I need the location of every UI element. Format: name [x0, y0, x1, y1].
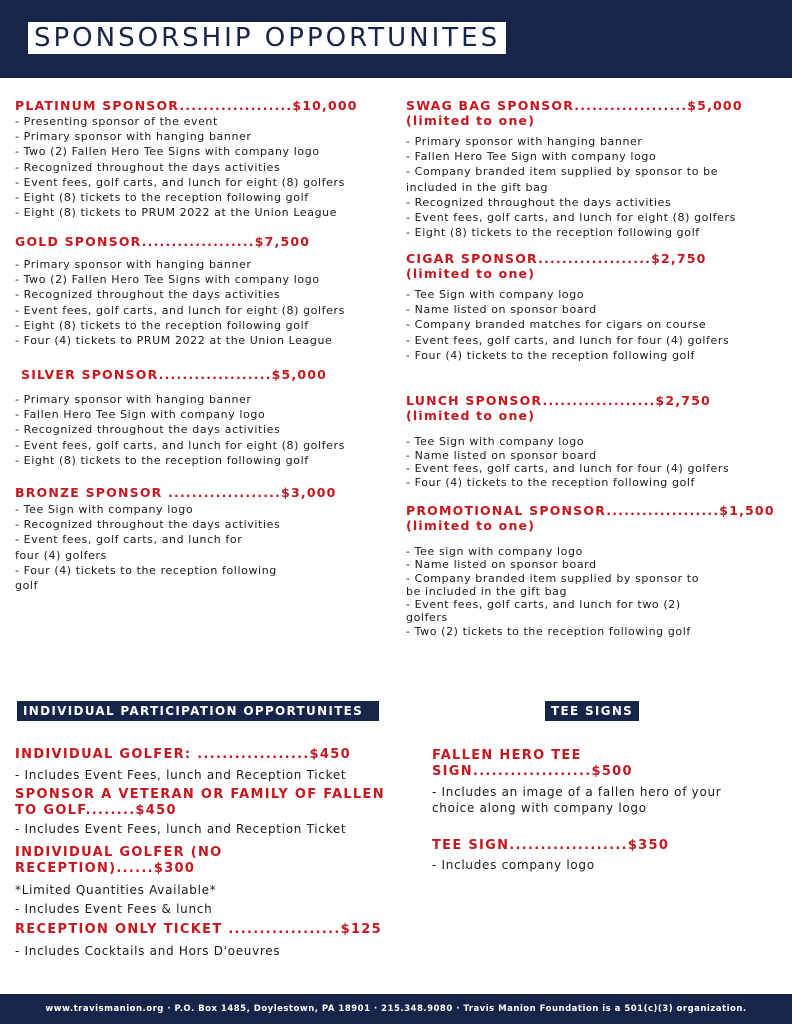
list-item: - Four (4) tickets to PRUM 2022 at the Union League	[15, 334, 333, 348]
list-item: - Name listed on sponsor board	[406, 558, 597, 572]
list-item: - Primary sponsor with hanging banner	[15, 393, 252, 406]
reception-only-entry	[15, 922, 405, 959]
swag-bag-sponsor-section	[406, 99, 786, 240]
list-item: - Company branded item supplied by sponsor to	[406, 571, 700, 585]
entry-line: - Includes Event Fees & lunch	[15, 902, 213, 916]
header-banner	[0, 0, 792, 78]
entry-title: RECEPTION ONLY TICKET ..................$125	[15, 922, 382, 937]
footer-text: www.travismanion.org · P.O. Box 1485, Doylestown, PA 18901 · 215.348.9080 · Travis Manion Foundation is a 501(c)(3) organization.	[45, 1004, 747, 1014]
list-item: - Two (2) Fallen Hero Tee Signs with company logo	[15, 145, 320, 159]
entry-title: TEE SIGN...................$350	[432, 838, 670, 853]
list-item: golf	[15, 579, 39, 593]
section-subtitle: (limited to one)	[406, 113, 536, 128]
list-item: - Tee sign with company logo	[406, 545, 583, 558]
sponsor-veteran-entry	[15, 787, 385, 837]
list-item: - Two (2) Fallen Hero Tee Signs with company logo	[15, 273, 320, 287]
list-item: - Event fees, golf carts, and lunch for eight (8) golfers	[15, 303, 345, 317]
list-item: - Event fees, golf carts, and lunch for four (4) golfers	[406, 333, 730, 347]
section-subtitle: (limited to one)	[406, 518, 536, 533]
list-item: - Recognized throughout the days activities	[15, 518, 281, 532]
list-item: - Event fees, golf carts, and lunch for eight (8) golfers	[15, 175, 345, 189]
footer-bar	[0, 994, 792, 1024]
lunch-sponsor-section	[406, 394, 786, 489]
individual-section	[15, 747, 405, 959]
entry-title: INDIVIDUAL GOLFER (NO RECEPTION)......$300	[15, 845, 223, 876]
list-item: - Event fees, golf carts, and lunch for two (2)	[406, 598, 681, 612]
platinum-sponsor-section	[15, 99, 395, 220]
entry-line: choice along with company logo	[432, 801, 647, 815]
list-item: - Fallen Hero Tee Sign with company logo	[406, 150, 657, 164]
section-title: PROMOTIONAL SPONSOR...................$1,500	[406, 503, 775, 518]
tee-signs-heading: TEE SIGNS	[545, 701, 639, 721]
list-item: - Event fees, golf carts, and lunch for eight (8) golfers	[406, 211, 736, 225]
list-item: - Four (4) tickets to the reception following golf	[406, 475, 695, 489]
section-title: PLATINUM SPONSOR...................$10,000	[15, 98, 358, 113]
list-item: - Tee Sign with company logo	[406, 435, 585, 448]
list-item: be included in the gift bag	[406, 584, 568, 598]
entry-line: - Includes Event Fees, lunch and Reception Ticket	[15, 768, 347, 782]
promotional-sponsor-section	[406, 504, 786, 638]
list-item: - Event fees, golf carts, and lunch for	[15, 533, 243, 547]
entry-title: SPONSOR A VETERAN OR FAMILY OF FALLEN TO GOLF........$450	[15, 787, 385, 818]
list-item: - Eight (8) tickets to the reception following golf	[15, 318, 309, 332]
list-item: - Company branded matches for cigars on course	[406, 318, 707, 332]
list-item: - Eight (8) tickets to PRUM 2022 at the Union League	[15, 206, 338, 220]
list-item: - Primary sponsor with hanging banner	[15, 130, 252, 144]
list-item: - Four (4) tickets to the reception following golf	[406, 348, 695, 362]
list-item: - Primary sponsor with hanging banner	[15, 258, 252, 271]
bronze-sponsor-section	[15, 486, 395, 593]
entry-line: *Limited Quantities Available*	[15, 883, 217, 897]
individual-golfer-entry	[15, 747, 405, 783]
section-title: SWAG BAG SPONSOR...................$5,000	[406, 98, 743, 113]
list-item: - Event fees, golf carts, and lunch for eight (8) golfers	[15, 438, 345, 452]
section-title: SILVER SPONSOR...................$5,000	[21, 367, 328, 382]
entry-line: - Includes an image of a fallen hero of your	[432, 785, 722, 799]
list-item: - Recognized throughout the days activities	[15, 160, 281, 174]
tee-sign-entry	[432, 838, 782, 873]
gold-sponsor-section	[15, 235, 395, 348]
list-item: - Event fees, golf carts, and lunch for four (4) golfers	[406, 462, 730, 475]
list-item: - Tee Sign with company logo	[15, 503, 194, 516]
section-subtitle: (limited to one)	[406, 266, 536, 281]
list-item: - Eight (8) tickets to the reception following golf	[15, 191, 309, 205]
entry-title: FALLEN HERO TEE SIGN...................$500	[432, 748, 633, 779]
entry-title: INDIVIDUAL GOLFER: ..................$450	[15, 747, 351, 762]
individual-no-reception-entry	[15, 845, 405, 917]
list-item: - Name listed on sponsor board	[406, 448, 597, 462]
section-title: CIGAR SPONSOR...................$2,750	[406, 251, 707, 266]
list-item: - Tee Sign with company logo	[406, 288, 585, 301]
list-item: - Company branded item supplied by sponsor to be	[406, 165, 719, 179]
list-item: - Recognized throughout the days activities	[406, 195, 672, 209]
list-item: golfers	[406, 611, 448, 625]
section-subtitle: (limited to one)	[406, 408, 536, 423]
list-item: - Eight (8) tickets to the reception following golf	[15, 453, 309, 467]
list-item: - Recognized throughout the days activities	[15, 288, 281, 302]
list-item: - Presenting sponsor of the event	[15, 115, 218, 128]
individual-participation-heading: INDIVIDUAL PARTICIPATION OPPORTUNITES	[17, 701, 379, 721]
list-item: - Four (4) tickets to the reception following	[15, 563, 277, 577]
fallen-hero-tee-sign-entry	[432, 748, 782, 816]
tee-signs-section	[432, 748, 782, 873]
list-item: - Two (2) tickets to the reception following golf	[406, 624, 691, 638]
silver-sponsor-section	[15, 368, 395, 468]
page-title: SPONSORSHIP OPPORTUNITES	[28, 22, 506, 54]
list-item: included in the gift bag	[406, 180, 549, 194]
list-item: - Recognized throughout the days activities	[15, 423, 281, 437]
entry-line: - Includes Event Fees, lunch and Reception Ticket	[15, 822, 347, 836]
entry-line: - Includes company logo	[432, 858, 595, 872]
section-title: BRONZE SPONSOR ...................$3,000	[15, 485, 337, 500]
entry-line: - Includes Cocktails and Hors D'oeuvres	[15, 944, 281, 958]
list-item: - Primary sponsor with hanging banner	[406, 135, 643, 148]
cigar-sponsor-section	[406, 252, 786, 363]
list-item: four (4) golfers	[15, 548, 107, 562]
list-item: - Name listed on sponsor board	[406, 303, 597, 317]
list-item: - Fallen Hero Tee Sign with company logo	[15, 408, 266, 422]
section-title: LUNCH SPONSOR...................$2,750	[406, 393, 711, 408]
list-item: - Eight (8) tickets to the reception following golf	[406, 226, 700, 240]
section-title: GOLD SPONSOR...................$7,500	[15, 234, 311, 249]
